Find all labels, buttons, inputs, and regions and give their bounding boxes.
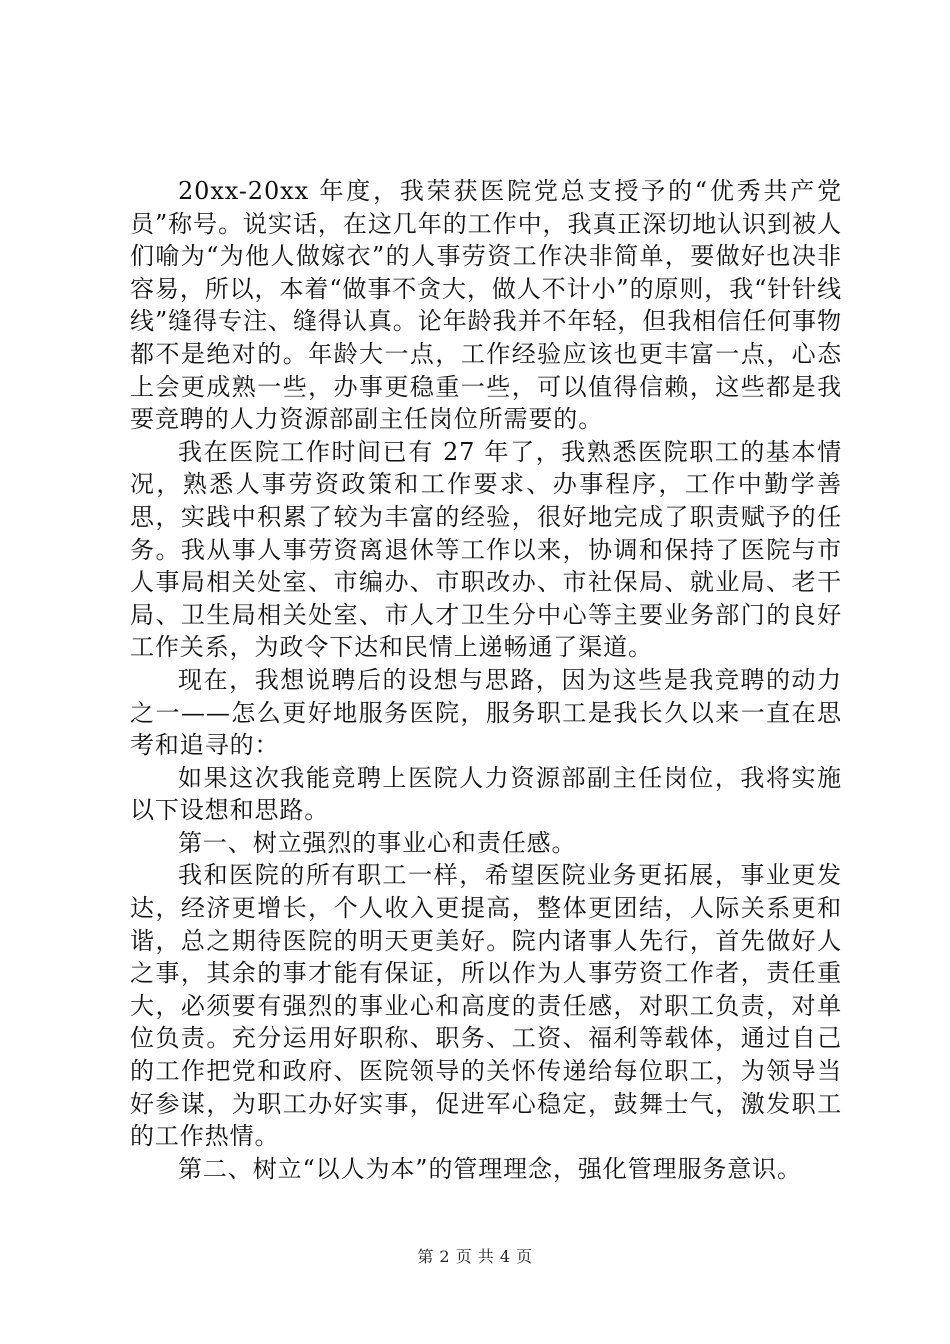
paragraph-plans-intro: 现在，我想说聘后的设想与思路，因为这些是我竞聘的动力之一——怎么更好地服务医院，服务职工是我长久以来一直在思考和追寻的： <box>130 665 842 760</box>
paragraph-plans-statement: 如果这次我能竞聘上医院人力资源部副主任岗位，我将实施以下设想和思路。 <box>130 763 842 825</box>
section-heading-second: 第二、树立“以人为本”的管理理念，强化管理服务意识。 <box>178 1154 802 1183</box>
section-heading-first: 第一、树立强烈的事业心和责任感。 <box>178 828 577 857</box>
paragraph-responsibility: 我和医院的所有职工一样，希望医院业务更拓展，事业更发达，经济更增长，个人收入更提高，整体更团结，人际关系更和谐，总之期待医院的明天更美好。院内诸事人先行，首先做好人之事，其余的事才能有保证，所以作为人事劳资工作者，责任重大，必须要有强烈的事业心和高度的责任感，对职工负责，对单位负责。充分运用好职称、职务、工资、福利等载体，通过自己的工作把党和政府、医院领导的关怀传递给每位职工，为领导当好参谋，为职工办好实事，促进军心稳定，鼓舞士气，激发职工的工作热情。 <box>130 861 842 1151</box>
document-body <box>130 175 842 1185</box>
page-number-footer: 第 2 页 共 4 页 <box>417 1247 533 1266</box>
paragraph-experience: 我在医院工作时间已有 27 年了，我熟悉医院职工的基本情况，熟悉人事劳资政策和工作要求、办事程序，工作中勤学善思，实践中积累了较为丰富的经验，很好地完成了职责赋予的任务。我从事人事劳资离退休等工作以来，协调和保持了医院与市人事局相关处室、市编办、市职改办、市社保局、就业局、老干局、卫生局相关处室、市人才卫生分中心等主要业务部门的良好工作关系，为政令下达和民情上递畅通了渠道。 <box>130 437 842 662</box>
paragraph-award: 20xx-20xx 年度，我荣获医院党总支授予的“优秀共产党员”称号。说实话，在这几年的工作中，我真正深切地认识到被人们喻为“为他人做嫁衣”的人事劳资工作决非简单，要做好也决非容易，所以，本着“做事不贪大，做人不计小”的原则，我“针针线线”缝得专注、缝得认真。论年龄我并不年轻，但我相信任何事物都不是绝对的。年龄大一点，工作经验应该也更丰富一点，心态上会更成熟一些，办事更稳重一些，可以值得信赖，这些都是我要竞聘的人力资源部副主任岗位所需要的。 <box>130 177 842 434</box>
